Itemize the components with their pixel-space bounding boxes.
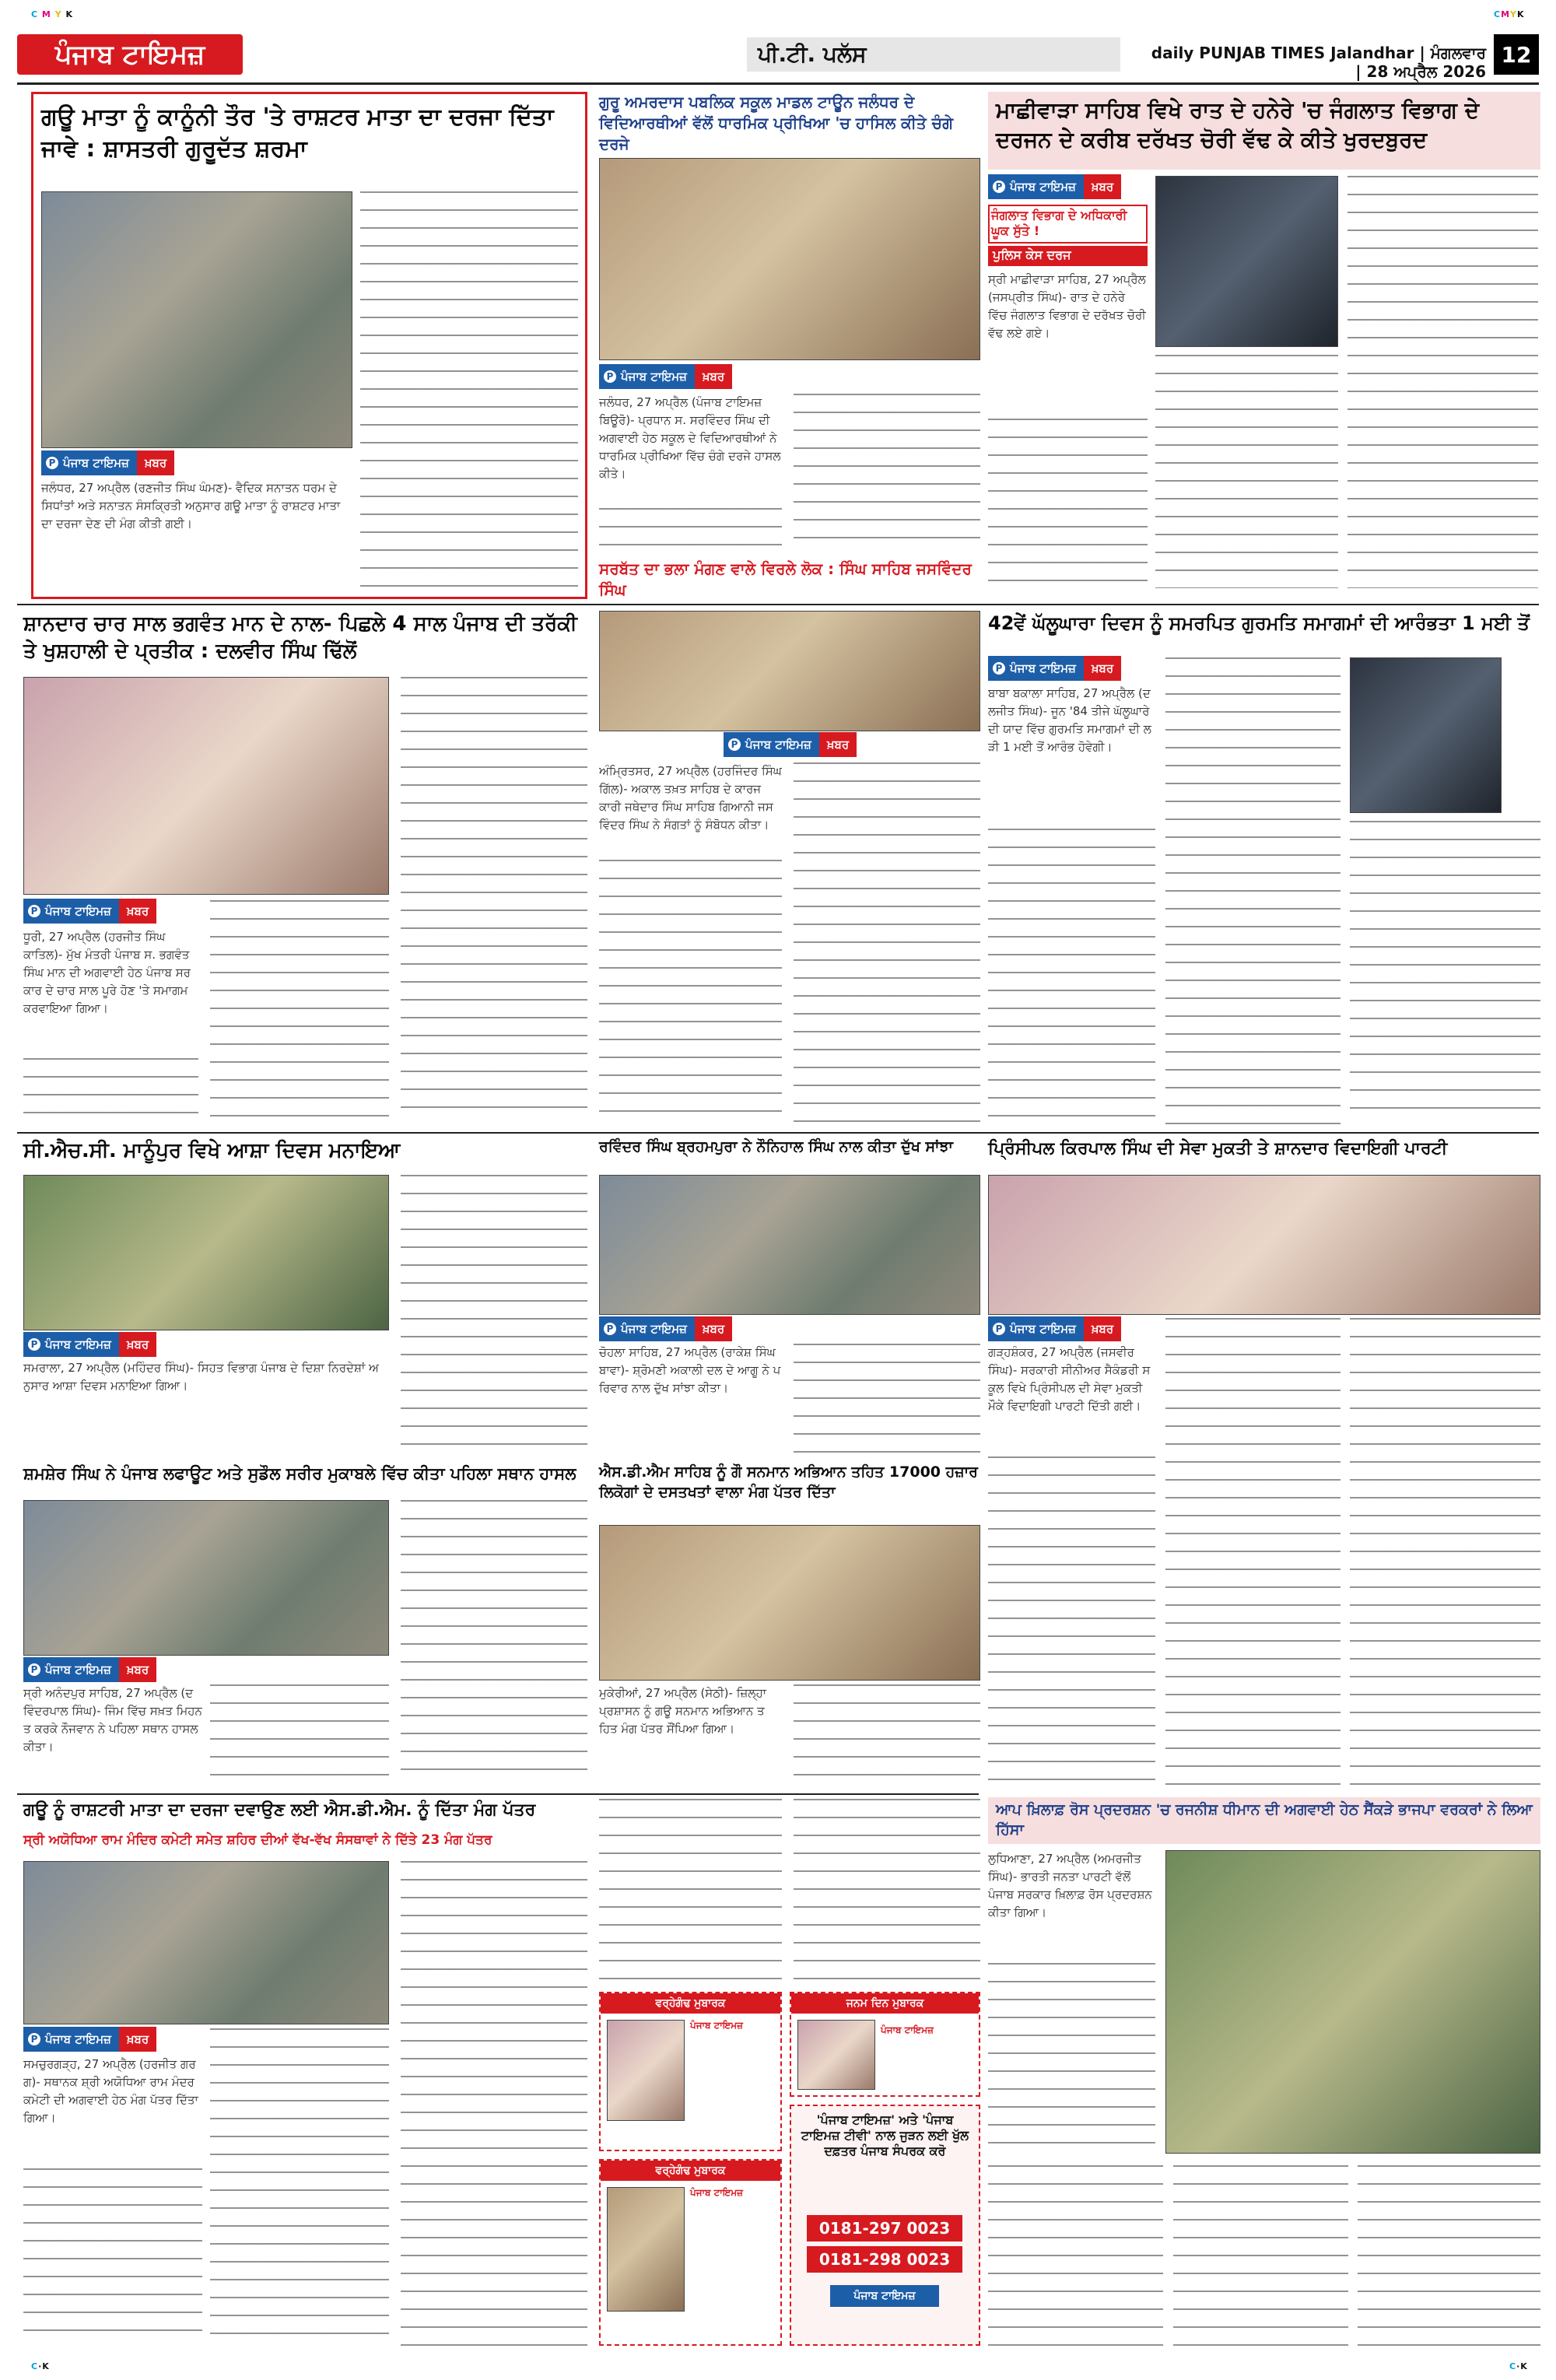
brand-icon: P xyxy=(28,1338,40,1351)
byline-badge: P ਪੰਜਾਬ ਟਾਇਮਜ਼ ਖ਼ਬਰ xyxy=(23,2028,156,2050)
article-body-text-3 xyxy=(1350,821,1540,1124)
headline: ਗਊ ਨੂੰ ਰਾਸ਼ਟਰੀ ਮਾਤਾ ਦਾ ਦਰਜਾ ਦਵਾਉਣ ਲਈ ਐਸ.ਡੀ.ਐਮ. ਨੂੰ ਦਿੱਤਾ ਮੰਗ ਪੱਤਰ xyxy=(23,1800,536,1820)
article-asha-day xyxy=(23,1137,587,1456)
headline: ਐਸ.ਡੀ.ਐਮ ਸਾਹਿਬ ਨੂੰ ਗੌ ਸਨਮਾਨ ਅਭਿਆਨ ਤਹਿਤ 17000 ਹਜ਼ਾਰ ਲਿਕੋਗਾਂ ਦੇ ਦਸਤਖਤਾਂ ਵਾਲਾ ਮੰਗ ਪੱਤਰ ਦਿੱਤਾ xyxy=(599,1463,978,1501)
article-body-text-2 xyxy=(401,1500,587,1784)
byline-badge: P ਪੰਜਾਬ ਟਾਇਮਜ਼ ਖ਼ਬਰ xyxy=(988,657,1121,679)
article-body-text-2 xyxy=(794,762,980,1124)
article-body-text-3 xyxy=(1173,2165,1348,2348)
ad-anniversary-1 xyxy=(599,1992,782,2151)
ad-title: ਜਨਮ ਦਿਨ ਮੁਬਾਰਕ xyxy=(791,1993,979,2014)
sub-heading-officials: ਜੰਗਲਾਤ ਵਿਭਾਗ ਦੇ ਅਧਿਕਾਰੀ ਘੂਕ ਸੁੱਤੇ ! xyxy=(988,205,1148,244)
brand-icon: P xyxy=(728,738,741,751)
article-body-text xyxy=(988,419,1148,590)
article-body-text-2 xyxy=(988,2165,1163,2348)
row-divider xyxy=(17,1132,1539,1134)
article-body-text xyxy=(599,1799,782,1982)
headline-box-bjp xyxy=(988,1797,1540,1844)
article-ghallughara xyxy=(988,611,1540,1128)
sub-heading-police: ਪੁਲਿਸ ਕੇਸ ਦਰਜ xyxy=(988,246,1148,266)
article-lead: ਬਾਬਾ ਬਕਾਲਾ ਸਾਹਿਬ, 27 ਅਪ੍ਰੈਲ (ਦਲਜੀਤ ਸਿੰਘ)- ਜੂਨ '84 ਤੀਜੇ ਘੱਲੂਘਾਰੇ ਦੀ ਯਾਦ ਵਿੱਚ ਗੁਰਮਤਿ ਸਮਾਗਮਾਂ ਦੀ ਲੜੀ 1 ਮਈ ਤੋਂ ਆਰੰਭ ਹੋਵੇਗੀ। xyxy=(988,686,1151,754)
page-number: 12 xyxy=(1494,34,1539,75)
cmyk-mark-left: C M Y K xyxy=(31,9,74,19)
article-body-text-2 xyxy=(599,508,782,551)
article-body-text xyxy=(210,1684,389,1786)
headline: ਗਊ ਮਾਤਾ ਨੂੰ ਕਾਨੂੰਨੀ ਤੌਰ 'ਤੇ ਰਾਸ਼ਟਰ ਮਾਤਾ ਦਾ ਦਰਜਾ ਦਿੱਤਾ ਜਾਵੇ : ਸ਼ਾਸਤਰੀ ਗੁਰੂਦੱਤ ਸ਼ਰਮਾ xyxy=(41,103,554,163)
article-body-text xyxy=(23,1058,198,1124)
headline: ਸ਼ਾਨਦਾਰ ਚਾਰ ਸਾਲ ਭਗਵੰਤ ਮਾਨ ਦੇ ਨਾਲ- ਪਿਛਲੇ 4 ਸਾਲ ਪੰਜਾਬ ਦੀ ਤਰੱਕੀ ਤੇ ਖੁਸ਼ਹਾਲੀ ਦੇ ਪ੍ਰਤੀਕ : ਦਲਵੀਰ ਸਿੰਘ ਢਿੱਲੋਂ xyxy=(23,612,577,664)
article-body-text-2 xyxy=(210,2028,389,2347)
byline-badge: P ਪੰਜਾਬ ਟਾਇਮਜ਼ ਖ਼ਬਰ xyxy=(41,452,174,474)
ad-birthday xyxy=(790,1992,980,2097)
article-body-text xyxy=(794,1684,980,1786)
article-lead: ਅੰਮ੍ਰਿਤਸਰ, 27 ਅਪ੍ਰੈਲ (ਹਰਜਿੰਦਰ ਸਿੰਘ ਗਿੱਲ)- ਅਕਾਲ ਤਖ਼ਤ ਸਾਹਿਬ ਦੇ ਕਾਰਜਕਾਰੀ ਜਥੇਦਾਰ ਸਿੰਘ ਸਾਹਿਬ ਗਿਆਨੀ ਜਸਵਿੰਦਰ ਸਿੰਘ ਨੇ ਸੰਗਤਾਂ ਨੂੰ ਸੰਬੋਧਨ ਕੀਤਾ। xyxy=(599,764,782,832)
photo-condolence xyxy=(599,1175,980,1315)
brand-icon: P xyxy=(28,1663,40,1676)
photo-portrait xyxy=(1350,657,1502,813)
sub-headline: ਸ੍ਰੀ ਅਯੋਧਿਆ ਰਾਮ ਮੰਦਿਰ ਕਮੇਟੀ ਸਮੇਤ ਸ਼ਹਿਰ ਦੀਆਂ ਵੱਖ-ਵੱਖ ਸੰਸਥਾਵਾਂ ਨੇ ਦਿੱਤੇ 23 ਮੰਗ ਪੱਤਰ xyxy=(23,1832,492,1848)
byline-badge: P ਪੰਜਾਬ ਟਾਇਮਜ਼ ਖ਼ਬਰ xyxy=(724,734,857,755)
byline-badge: P ਪੰਜਾਬ ਟਾਇਮਜ਼ ਖ਼ਬਰ xyxy=(599,1318,732,1340)
headline: ਰਵਿੰਦਰ ਸਿੰਘ ਬ੍ਰਹਮਪੁਰਾ ਨੇ ਨੌਨਿਹਾਲ ਸਿੰਘ ਨਾਲ ਕੀਤਾ ਦੁੱਖ ਸਾਂਝਾ xyxy=(599,1138,953,1155)
photo-winner xyxy=(23,1500,389,1656)
brand-icon: P xyxy=(993,662,1005,675)
ad-brand: ਪੰਜਾਬ ਟਾਇਮਜ਼ xyxy=(690,2187,743,2198)
ad-footer-brand: ਪੰਜਾਬ ਟਾਇਮਜ਼ xyxy=(830,2285,939,2307)
brand-icon: P xyxy=(28,905,40,917)
article-gau-mata xyxy=(31,92,587,599)
article-lead: ਸ੍ਰੀ ਮਾਛੀਵਾੜਾ ਸਾਹਿਬ, 27 ਅਪ੍ਰੈਲ (ਜਸਪ੍ਰੀਤ ਸਿੰਘ)- ਰਾਤ ਦੇ ਹਨੇਰੇ ਵਿੱਚ ਜੰਗਲਾਤ ਵਿਭਾਗ ਦੇ ਦਰੱਖਤ ਚੋਰੀ ਵੱਢ ਲਏ ਗਏ। xyxy=(988,272,1146,340)
brand-logo: ਪੰਜਾਬ ਟਾਇਮਜ਼ xyxy=(17,34,243,75)
cmyk-mark-right: CMYK xyxy=(1494,9,1525,19)
article-body-text xyxy=(988,829,1155,1124)
article-body-text xyxy=(988,1456,1155,1787)
ad-photo xyxy=(607,2187,685,2312)
article-body-continued xyxy=(599,1799,980,1986)
brand-icon: P xyxy=(604,1323,616,1335)
section-title: ਪੀ.ਟੀ. ਪਲੱਸ xyxy=(747,37,1120,72)
article-sarbat-da-bhala xyxy=(599,611,980,1128)
article-body-text-2 xyxy=(210,900,389,1124)
photo-farewell xyxy=(988,1175,1540,1315)
byline-badge: P ਪੰਜਾਬ ਟਾਇਮਜ਼ ਖ਼ਬਰ xyxy=(23,1659,156,1681)
article-lead: ਸਮਰਾਲਾ, 27 ਅਪ੍ਰੈਲ (ਮਹਿੰਦਰ ਸਿੰਘ)- ਸਿਹਤ ਵਿਭਾਗ ਪੰਜਾਬ ਦੇ ਦਿਸ਼ਾ ਨਿਰਦੇਸ਼ਾਂ ਅਨੁਸਾਰ ਆਸ਼ਾ ਦਿਵਸ ਮਨਾਇਆ ਗਿਆ। xyxy=(23,1361,379,1393)
article-body-text-3 xyxy=(1347,176,1538,588)
photo-memorandum-group xyxy=(23,1861,389,2024)
brand-icon: P xyxy=(28,2033,40,2045)
headline-box xyxy=(988,92,1540,170)
photo-protest xyxy=(1165,1850,1540,2154)
ad-title: ਵਰ੍ਹੇਗੰਢ ਮੁਬਾਰਕ xyxy=(601,2161,780,2181)
headline: ਗੁਰੂ ਅਮਰਦਾਸ ਪਬਲਿਕ ਸਕੂਲ ਮਾਡਲ ਟਾਊਨ ਜਲੰਧਰ ਦੇ ਵਿਦਿਆਰਥੀਆਂ ਵੱਲੋਂ ਧਾਰਮਿਕ ਪ੍ਰੀਖਿਆ 'ਚ ਹਾਸਿਲ ਕੀਤੇ ਚੰਗੇ ਦਰਜੇ xyxy=(599,93,954,153)
photo-singh-sahib xyxy=(599,611,980,731)
photo-cut-trees xyxy=(1155,176,1338,347)
brand-icon: P xyxy=(46,457,58,469)
article-tree-theft xyxy=(988,92,1540,599)
article-body-text xyxy=(599,860,782,1124)
article-sdm-memorandum xyxy=(599,1463,980,1789)
article-principal-farewell xyxy=(988,1137,1540,1791)
article-gau-rashtriya-mata xyxy=(23,1799,587,2351)
article-brahmpura xyxy=(599,1137,980,1456)
byline-badge: P ਪੰਜਾਬ ਟਾਇਮਜ਼ ਖ਼ਬਰ xyxy=(988,176,1121,198)
byline-badge: P ਪੰਜਾਬ ਟਾਇਮਜ਼ ਖ਼ਬਰ xyxy=(599,366,732,387)
ad-brand: ਪੰਜਾਬ ਟਾਇਮਜ਼ xyxy=(690,2020,743,2031)
article-lead: ਧੂਰੀ, 27 ਅਪ੍ਰੈਲ (ਹਰਜੀਤ ਸਿੰਘ ਕਾਤਿਲ)- ਮੁੱਖ ਮੰਤਰੀ ਪੰਜਾਬ ਸ. ਭਗਵੰਤ ਸਿੰਘ ਮਾਨ ਦੀ ਅਗਵਾਈ ਹੇਠ ਪੰਜਾਬ ਸਰਕਾਰ ਦੇ ਚਾਰ ਸਾਲ ਪੂਰੇ ਹੋਣ 'ਤੇ ਸਮਾਗਮ ਕਰਵਾਇਆ ਗਿਆ। xyxy=(23,930,191,1015)
ad-brand: ਪੰਜਾਬ ਟਾਇਮਜ਼ xyxy=(881,2024,934,2035)
article-body-text xyxy=(794,394,980,549)
headline: ਸ਼ਮਸ਼ੇਰ ਸਿੰਘ ਨੇ ਪੰਜਾਬ ਲਫਾਊਟ ਅਤੇ ਸੁਡੌਲ ਸਰੀਰ ਮੁਕਾਬਲੇ ਵਿੱਚ ਕੀਤਾ ਪਹਿਲਾ ਸਥਾਨ ਹਾਸਲ xyxy=(23,1464,576,1483)
article-lead: ਜਲੰਧਰ, 27 ਅਪ੍ਰੈਲ (ਰਣਜੀਤ ਸਿੰਘ ਘੰਮਣ)- ਵੈਦਿਕ ਸਨਾਤਨ ਧਰਮ ਦੇ ਸਿਧਾਂਤਾਂ ਅਤੇ ਸਨਾਤਨ ਸੰਸਕ੍ਰਿਤੀ ਅਨੁਸਾਰ ਗਊ ਮਾਤਾ ਨੂੰ ਰਾਸ਼ਟਰ ਮਾਤਾ ਦਾ ਦਰਜਾ ਦੇਣ ਦੀ ਮੰਗ ਕੀਤੀ ਗਈ। xyxy=(41,481,341,531)
headline-sarbat: ਸਰਬੱਤ ਦਾ ਭਲਾ ਮੰਗਣ ਵਾਲੇ ਵਿਰਲੇ ਲੋਕ : ਸਿੰਘ ਸਾਹਿਬ ਜਸਵਿੰਦਰ ਸਿੰਘ xyxy=(599,559,972,599)
article-body-text-4 xyxy=(1358,2165,1540,2348)
article-body-text-2 xyxy=(1165,1318,1340,1787)
article-body-text xyxy=(23,2168,202,2347)
ad-photo xyxy=(797,2020,875,2090)
headline: ਆਪ ਖ਼ਿਲਾਫ਼ ਰੋਸ ਪ੍ਰਦਰਸ਼ਨ 'ਚ ਰਜਨੀਸ਼ ਧੀਮਾਨ ਦੀ ਅਗਵਾਈ ਹੇਠ ਸੈਂਕੜੇ ਭਾਜਪਾ ਵਰਕਰਾਂ ਨੇ ਲਿਆ ਹਿੱਸਾ xyxy=(996,1801,1533,1838)
headline: ਸੀ.ਐਚ.ਸੀ. ਮਾਨੂੰਪੁਰ ਵਿਖੇ ਆਸ਼ਾ ਦਿਵਸ ਮਨਾਇਆ xyxy=(23,1139,401,1162)
article-lead: ਲੁਧਿਆਣਾ, 27 ਅਪ੍ਰੈਲ (ਅਮਰਜੀਤ ਸਿੰਘ)- ਭਾਰਤੀ ਜਨਤਾ ਪਾਰਟੀ ਵੱਲੋਂ ਪੰਜਾਬ ਸਰਕਾਰ ਖ਼ਿਲਾਫ਼ ਰੋਸ ਪ੍ਰਦਰਸ਼ਨ ਕੀਤਾ ਗਿਆ। xyxy=(988,1852,1152,1919)
row-divider xyxy=(17,1793,979,1795)
ad-anniversary-2 xyxy=(599,2159,782,2346)
article-body-text xyxy=(401,1175,587,1451)
article-body-text-2 xyxy=(794,1799,980,1982)
article-body-text-2 xyxy=(1165,657,1340,1124)
row-divider xyxy=(17,604,1539,605)
photo-event xyxy=(23,677,389,895)
article-school-exam xyxy=(599,92,980,599)
header-rule xyxy=(17,82,1539,85)
ad-contact xyxy=(790,2105,980,2346)
byline-badge: P ਪੰਜਾਬ ਟਾਇਮਜ਼ ਖ਼ਬਰ xyxy=(988,1318,1121,1340)
photo-memorandum xyxy=(599,1525,980,1681)
brand-icon: P xyxy=(993,181,1005,193)
photo-gau-mata xyxy=(41,191,352,448)
ad-phone-2[interactable]: 0181-298 0023 xyxy=(807,2246,962,2273)
article-body-text xyxy=(988,1963,1155,2157)
cmyk-mark-bottom-right: C·K xyxy=(1509,2361,1528,2371)
article-bhagwant-mann xyxy=(23,611,587,1128)
headline: ਪ੍ਰਿੰਸੀਪਲ ਕਿਰਪਾਲ ਸਿੰਘ ਦੀ ਸੇਵਾ ਮੁਕਤੀ ਤੇ ਸ਼ਾਨਦਾਰ ਵਿਦਾਇਗੀ ਪਾਰਟੀ xyxy=(988,1139,1448,1158)
brand-icon: P xyxy=(993,1323,1005,1335)
article-body-text-2 xyxy=(1155,355,1338,588)
article-bjp-protest xyxy=(988,1850,1540,2352)
article-lead: ਗੜ੍ਹਸ਼ੰਕਰ, 27 ਅਪ੍ਰੈਲ (ਜਸਵੀਰ ਸਿੰਘ)- ਸਰਕਾਰੀ ਸੀਨੀਅਰ ਸੈਕੰਡਰੀ ਸਕੂਲ ਵਿਖੇ ਪ੍ਰਿੰਸੀਪਲ ਦੀ ਸੇਵਾ ਮੁਕਤੀ ਮੌਕੇ ਵਿਦਾਇਗੀ ਪਾਰਟੀ ਦਿੱਤੀ ਗਈ। xyxy=(988,1345,1151,1413)
article-body-text-3 xyxy=(401,1861,587,2347)
dateline: daily PUNJAB TIMES Jalandhar | ਮੰਗਲਵਾਰ | 28 ਅਪ੍ਰੈਲ 2026 xyxy=(1151,44,1486,81)
ad-phone-1[interactable]: 0181-297 0023 xyxy=(807,2215,962,2242)
byline-badge: P ਪੰਜਾਬ ਟਾਇਮਜ਼ ਖ਼ਬਰ xyxy=(23,1334,156,1355)
article-lead: ਜਲੰਧਰ, 27 ਅਪ੍ਰੈਲ (ਪੰਜਾਬ ਟਾਇਮਜ਼ ਬਿਊਰੋ)- ਪ੍ਰਧਾਨ ਸ. ਸਰਵਿੰਦਰ ਸਿੰਘ ਦੀ ਅਗਵਾਈ ਹੇਠ ਸਕੂਲ ਦੇ ਵਿਦਿਆਰਥੀਆਂ ਨੇ ਧਾਰਮਿਕ ਪ੍ਰੀਖਿਆ ਵਿੱਚ ਚੰਗੇ ਦਰਜੇ ਹਾਸਲ ਕੀਤੇ। xyxy=(599,395,781,481)
ad-title: ਵਰ੍ਹੇਗੰਢ ਮੁਬਾਰਕ xyxy=(601,1993,780,2014)
ad-photo xyxy=(607,2020,685,2121)
article-lead: ਸਮਚੁਰਗੜ੍ਹ, 27 ਅਪ੍ਰੈਲ (ਹਰਜੀਤ ਗਰਗ)- ਸਥਾਨਕ ਸ਼੍ਰੀ ਅਯੋਧਿਆ ਰਾਮ ਮੰਦਰ ਕਮੇਟੀ ਦੀ ਅਗਵਾਈ ਹੇਠ ਮੰਗ ਪੱਤਰ ਦਿੱਤਾ ਗਿਆ। xyxy=(23,2057,198,2125)
article-lead: ਮੁਕੇਰੀਆਂ, 27 ਅਪ੍ਰੈਲ (ਸੇਠੀ)- ਜ਼ਿਲ੍ਹਾ ਪ੍ਰਸ਼ਾਸਨ ਨੂੰ ਗਊ ਸਨਮਾਨ ਅਭਿਆਨ ਤਹਿਤ ਮੰਗ ਪੱਤਰ ਸੌਂਪਿਆ ਗਿਆ। xyxy=(599,1686,766,1736)
photo-asha-workers xyxy=(23,1175,389,1330)
article-body-text-3 xyxy=(401,677,587,1124)
cmyk-mark-bottom-left: C·K xyxy=(31,2361,50,2371)
byline-badge: P ਪੰਜਾਬ ਟਾਇਮਜ਼ ਖ਼ਬਰ xyxy=(23,900,156,922)
headline: 42ਵੇਂ ਘੱਲੂਘਾਰਾ ਦਿਵਸ ਨੂੰ ਸਮਰਪਿਤ ਗੁਰਮਤਿ ਸਮਾਗਮਾਂ ਦੀ ਆਰੰਭਤਾ 1 ਮਈ ਤੋਂ xyxy=(988,612,1530,634)
article-body-text xyxy=(360,191,578,588)
article-body-text xyxy=(794,1344,980,1453)
headline: ਮਾਛੀਵਾੜਾ ਸਾਹਿਬ ਵਿਖੇ ਰਾਤ ਦੇ ਹਨੇਰੇ 'ਚ ਜੰਗਲਾਤ ਵਿਭਾਗ ਦੇ ਦਰਜਨ ਦੇ ਕਰੀਬ ਦਰੱਖਤ ਚੋਰੀ ਵੱਢ ਕੇ ਕੀਤੇ ਖੁਰਦਬੁਰਦ xyxy=(996,97,1480,152)
article-body-text-3 xyxy=(1350,1318,1540,1787)
ad-title: 'ਪੰਜਾਬ ਟਾਇਮਜ਼' ਅਤੇ 'ਪੰਜਾਬ ਟਾਇਮਜ਼ ਟੀਵੀ' ਨਾਲ ਜੁੜਨ ਲਈ ਖੁੱਲ ਦਫ਼ਤਰ ਪੰਜਾਬ ਸੰਪਰਕ ਕਰੋ xyxy=(801,2112,969,2158)
article-lead: ਚੋਹਲਾ ਸਾਹਿਬ, 27 ਅਪ੍ਰੈਲ (ਰਾਕੇਸ਼ ਸਿੰਘ ਬਾਵਾ)- ਸ਼੍ਰੋਮਣੀ ਅਕਾਲੀ ਦਲ ਦੇ ਆਗੂ ਨੇ ਪਰਿਵਾਰ ਨਾਲ ਦੁੱਖ ਸਾਂਝਾ ਕੀਤਾ। xyxy=(599,1345,781,1395)
photo-students xyxy=(599,158,980,360)
brand-icon: P xyxy=(604,370,616,383)
article-lead: ਸ੍ਰੀ ਅਨੰਦਪੁਰ ਸਾਹਿਬ, 27 ਅਪ੍ਰੈਲ (ਦਵਿੰਦਰਪਾਲ ਸਿੰਘ)- ਜਿੰਮ ਵਿੱਚ ਸਖ਼ਤ ਮਿਹਨਤ ਕਰਕੇ ਨੌਜਵਾਨ ਨੇ ਪਹਿਲਾ ਸਥਾਨ ਹਾਸਲ ਕੀਤਾ। xyxy=(23,1686,202,1754)
article-bodybuilding xyxy=(23,1463,587,1789)
